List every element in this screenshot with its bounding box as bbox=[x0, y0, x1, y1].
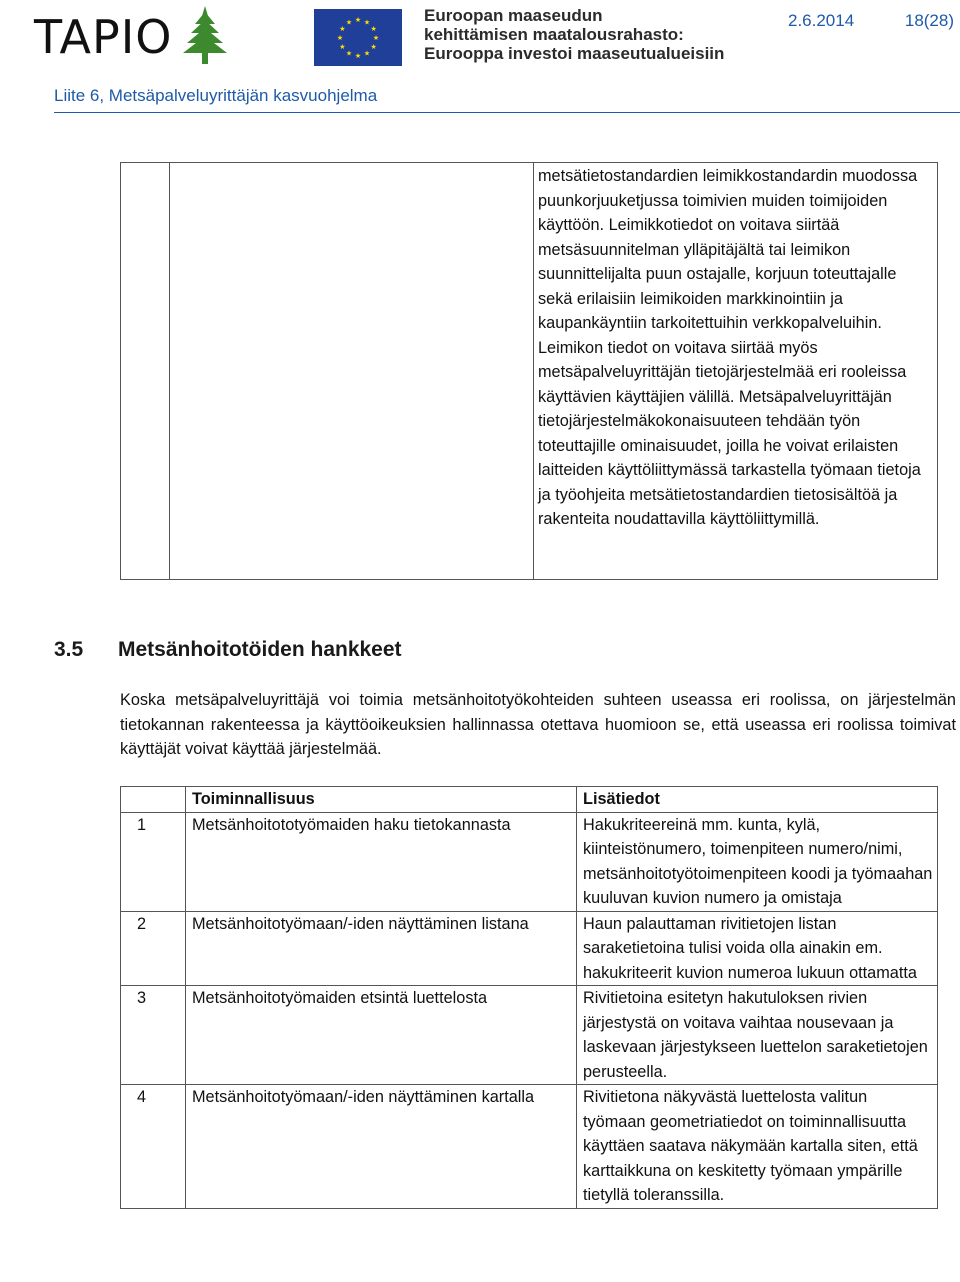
eu-star-icon: ★ bbox=[354, 52, 362, 60]
eu-line-2: kehittämisen maatalousrahasto: bbox=[424, 25, 684, 44]
eu-flag-icon bbox=[314, 9, 402, 66]
document-date: 2.6.2014 bbox=[788, 11, 855, 30]
table-row bbox=[121, 1085, 938, 1209]
eu-star-icon: ★ bbox=[363, 49, 371, 58]
header-number bbox=[121, 787, 186, 813]
eu-star-icon: ★ bbox=[339, 25, 346, 33]
page-header bbox=[0, 0, 960, 112]
eu-line-1: Euroopan maaseudun bbox=[424, 6, 603, 25]
eu-star-icon: ★ bbox=[363, 18, 371, 27]
continued-info-cell-text: metsätietostandardien leimikkostandardin muodossa puunkorjuuketjussa toimivien muiden toimijoiden käyttöön. Leimikkotiedot on voitava siirtää metsäsuunnitelman ylläpitäjältä tai leimikon suunnittelijalta puun ostajalle, korjuun toteuttajalle sekä erilaisiin leimikoiden markkinointiin ja kaupankäyntiin tarkoitettuihin verkkopalveluihin. Leimikon tiedot on voitava siirtää myös metsäpalveluyrittäjän tietojärjestelmää eri rooleissa käyttävien käyttäjien välillä. Metsäpalveluyrittäjän tietojärjestelmäkokonaisuuteen tehdään työn toteuttajille ominaisuudet, joilla he voivat erilaisten laitteiden käyttöliittymässä tarkastella työmaan tietoja ja työohjeita metsätietostandardien tietosisältöä ja rakenteita noudattavilla käyttöliittymillä. bbox=[538, 167, 921, 528]
eu-star-icon: ★ bbox=[354, 16, 362, 24]
row-additional-info: Rivitietoina esitetyn hakutuloksen rivien järjestystä on voitava vaihtaa nousevaan ja laskevaan järjestykseen luettelon saraketietojen perusteella. bbox=[577, 986, 938, 1085]
eu-star-icon: ★ bbox=[345, 49, 353, 58]
row-additional-info: Haun palauttaman rivitietojen listan saraketietoina tulisi voida olla ainakin em. hakukriteerit kuvion numeroa lukuun ottamatta bbox=[577, 911, 938, 986]
row-number: 4 bbox=[121, 1085, 186, 1209]
row-functionality: Metsänhoitototyömaiden haku tietokannasta bbox=[186, 812, 577, 911]
eu-star-icon: ★ bbox=[372, 34, 380, 42]
eu-star-icon: ★ bbox=[345, 18, 353, 27]
table-row bbox=[121, 986, 938, 1085]
row-number: 2 bbox=[121, 911, 186, 986]
row-number: 1 bbox=[121, 812, 186, 911]
header-functionality: Toiminnallisuus bbox=[186, 787, 577, 813]
document-subtitle: Liite 6, Metsäpalveluyrittäjän kasvuohjelma bbox=[54, 86, 378, 105]
tree-logo-icon bbox=[182, 6, 228, 64]
row-additional-info: Rivitietona näkyvästä luettelosta valitun työmaan geometriatiedot on toiminnallisuutta käyttäen saatava näkymään kartalla siten, että karttaikkuna on keskitetty työmaan ympärille tietyllä toleranssilla. bbox=[577, 1085, 938, 1209]
continued-function-cell bbox=[169, 163, 534, 579]
row-additional-info: Hakukriteereinä mm. kunta, kylä, kiinteistönumero, toimenpiteen numero/nimi, metsänhoitotyötoimenpiteen koodi ja työmaahan kuuluvan kuvion numero ja omistaja bbox=[577, 812, 938, 911]
section-title: Metsänhoitotöiden hankkeet bbox=[118, 638, 402, 661]
row-functionality: Metsänhoitotyömaan/-iden näyttäminen listana bbox=[186, 911, 577, 986]
row-functionality: Metsänhoitotyömaiden etsintä luettelosta bbox=[186, 986, 577, 1085]
section-number: 3.5 bbox=[54, 638, 84, 661]
tapio-logo-text: TAPIO bbox=[34, 10, 173, 64]
eu-star-icon: ★ bbox=[370, 25, 377, 33]
eu-fund-text bbox=[424, 6, 724, 63]
section-heading bbox=[54, 638, 402, 662]
eu-star-icon: ★ bbox=[370, 43, 377, 51]
section-paragraph: Koska metsäpalveluyrittäjä voi toimia metsänhoitotyökohteiden suhteen useassa eri roolissa, on järjestelmän tietokannan rakenteessa ja käyttöoikeuksien hallinnassa otettava huomioon se, että useassa eri roolissa toimivat käyttäjät voivat käyttää järjestelmää. bbox=[120, 691, 956, 758]
table-row bbox=[121, 812, 938, 911]
eu-star-icon: ★ bbox=[336, 34, 344, 42]
header-additional-info: Lisätiedot bbox=[577, 787, 938, 813]
eu-line-3: Eurooppa investoi maaseutualueisiin bbox=[424, 44, 725, 63]
table-row bbox=[121, 911, 938, 986]
requirements-table bbox=[120, 786, 938, 1209]
header-divider bbox=[54, 112, 960, 113]
row-number: 3 bbox=[121, 986, 186, 1085]
row-functionality: Metsänhoitotyömaan/-iden näyttäminen kartalla bbox=[186, 1085, 577, 1209]
continued-number-cell bbox=[121, 163, 170, 579]
table-header-row bbox=[121, 787, 938, 813]
eu-star-icon: ★ bbox=[339, 43, 346, 51]
page-number: 18(28) bbox=[904, 11, 954, 30]
